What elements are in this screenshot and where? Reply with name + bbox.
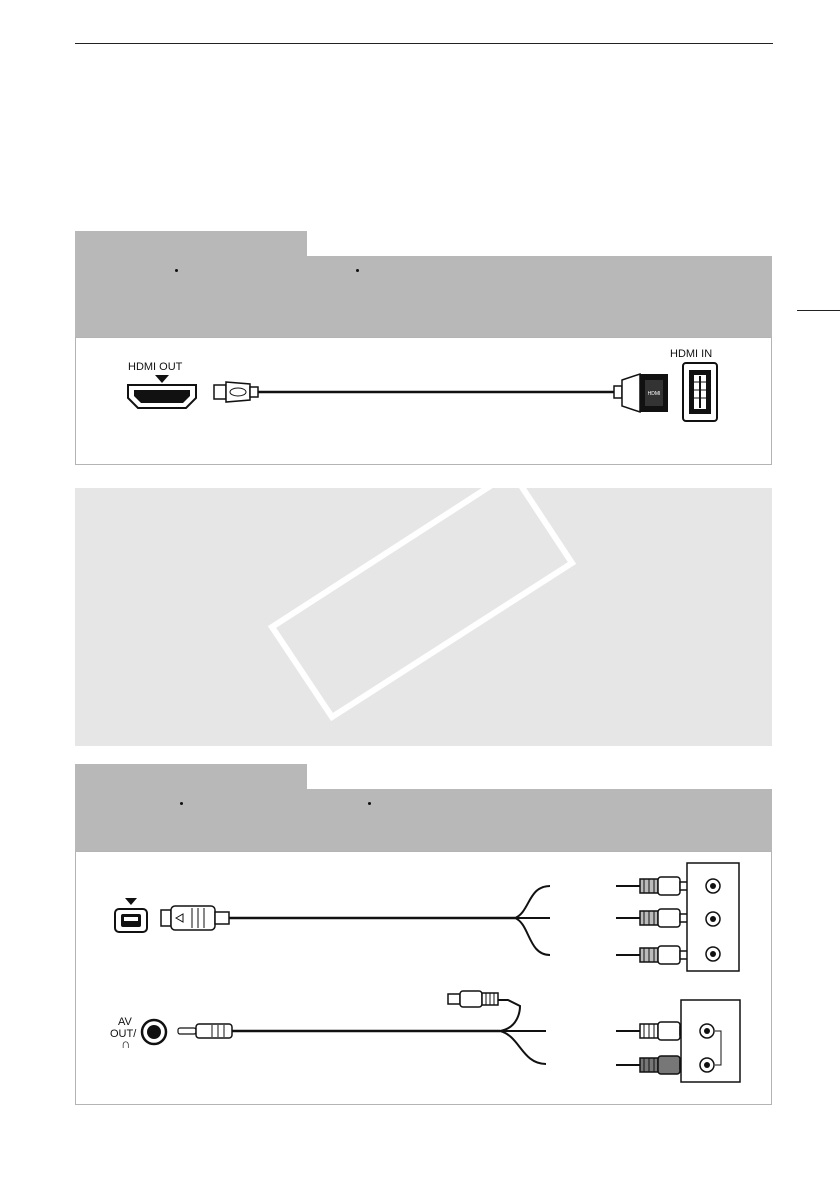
rca-plug-pb-icon [616,909,692,927]
out-label: OUT/ [110,1028,137,1040]
headphone-icon: ∩ [121,1036,131,1051]
rca-plug-pr-icon [616,877,692,895]
hdmi-in-label: HDMI IN [670,348,713,360]
arrow-down-icon [125,898,137,905]
rca-plug-y-icon [616,946,692,964]
component-out-port-icon [115,909,147,932]
hdmi-out-label: HDMI OUT [128,361,183,373]
rca-plug-icon [448,991,498,1007]
component-plug-icon [161,906,229,930]
av-label: AV [118,1016,132,1028]
av-plug-icon [178,1024,232,1038]
svg-text:HDMI: HDMI [647,391,661,397]
